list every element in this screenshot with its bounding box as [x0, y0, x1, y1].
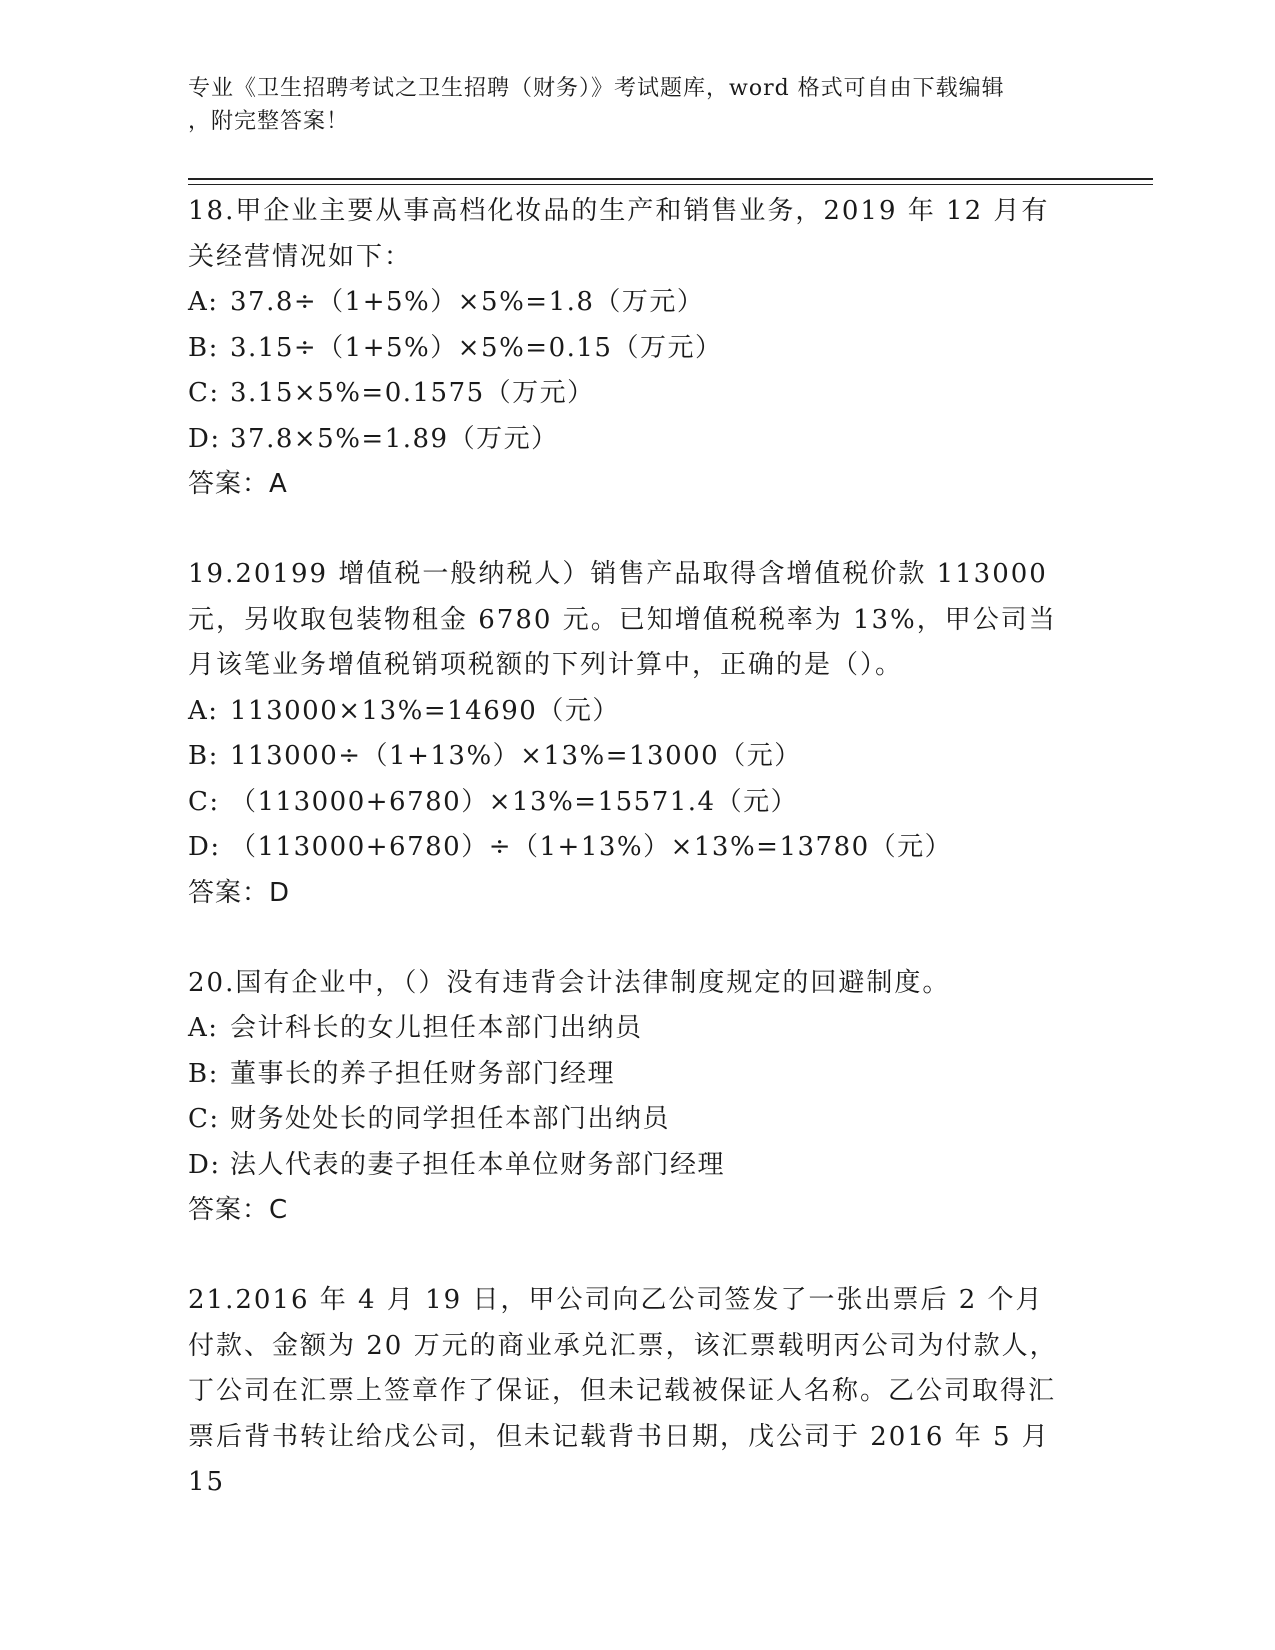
option-a: [188, 280, 1068, 326]
option-letter: B:: [188, 332, 219, 363]
question-20: [188, 961, 1068, 1233]
option-text: 3.15÷（1+5%）×5%=0.15（万元）: [230, 332, 723, 363]
option-a: [188, 689, 1068, 735]
header-line-1: 专业《卫生招聘考试之卫生招聘（财务）》考试题库，word 格式可自由下载编辑: [188, 76, 1005, 101]
option-letter: D:: [188, 1149, 221, 1180]
option-text: 财务处处长的同学担任本部门出纳员: [230, 1104, 671, 1134]
option-letter: A:: [188, 1013, 219, 1043]
question-18: [188, 189, 1068, 506]
option-d: [188, 1143, 1068, 1189]
option-letter: D:: [188, 832, 221, 862]
question-text: 18.甲企业主要从事高档化妆品的生产和销售业务，2019 年 12 月有关经营情况如下：: [188, 196, 1050, 272]
option-text: （113000+6780）÷（1+13%）×13%=13780（元）: [230, 832, 953, 862]
header-rule-thick: [188, 178, 1153, 180]
document-header: [188, 72, 1068, 138]
option-c: [188, 780, 1068, 826]
option-letter: C:: [188, 1104, 220, 1134]
option-c: [188, 1097, 1068, 1143]
option-b: [188, 1052, 1068, 1098]
option-letter: D:: [188, 423, 221, 454]
option-b: [188, 326, 1068, 372]
option-text: 37.8÷（1+5%）×5%=1.8（万元）: [230, 287, 705, 317]
answer-line: 答案：A: [188, 469, 288, 499]
question-text: 19.20199 增值税一般纳税人）销售产品取得含增值税价款 113000 元，另收取包装物租金 6780 元。已知增值税税率为 13%，甲公司当月该笔业务增值税销项税额的下列计算中，正确的是（）。: [188, 559, 1057, 680]
answer-line: 答案：D: [188, 877, 291, 908]
option-text: 董事长的养子担任财务部门经理: [230, 1058, 616, 1089]
option-letter: B:: [188, 741, 219, 771]
question-text: 21.2016 年 4 月 19 日，甲公司向乙公司签发了一张出票后 2 个月付款、金额为 20 万元的商业承兑汇票，该汇票载明丙公司为付款人，丁公司在汇票上签章作了保证，但未记载被保证人名称。乙公司取得汇票后背书转让给戊公司，但未记载背书日期，戊公司于 2016 年 5 月 15: [188, 1285, 1058, 1497]
option-letter: C:: [188, 378, 220, 408]
option-text: 法人代表的妻子担任本单位财务部门经理: [230, 1149, 726, 1180]
option-text: 113000÷（1+13%）×13%=13000（元）: [230, 741, 802, 771]
option-b: [188, 734, 1068, 780]
option-letter: A:: [188, 287, 219, 317]
question-19: [188, 552, 1068, 915]
option-text: （113000+6780）×13%=15571.4（元）: [230, 786, 799, 817]
option-text: 37.8×5%=1.89（万元）: [230, 423, 559, 454]
option-c: [188, 371, 1068, 417]
header-line-2: ，附完整答案！: [188, 109, 350, 134]
question-21: [188, 1278, 1068, 1506]
question-list: [188, 189, 1068, 1552]
option-text: 会计科长的女儿担任本部门出纳员: [230, 1013, 643, 1043]
option-letter: B:: [188, 1058, 219, 1089]
option-d: [188, 825, 1068, 871]
header-rule-thin: [188, 184, 1153, 185]
option-letter: A:: [188, 695, 219, 726]
option-text: 113000×13%=14690（元）: [230, 695, 620, 726]
option-text: 3.15×5%=0.1575（万元）: [230, 378, 595, 408]
option-d: [188, 417, 1068, 463]
option-a: [188, 1006, 1068, 1052]
answer-line: 答案：C: [188, 1195, 289, 1225]
question-text: 20.国有企业中，（）没有违背会计法律制度规定的回避制度。: [188, 967, 951, 998]
option-letter: C:: [188, 786, 220, 817]
